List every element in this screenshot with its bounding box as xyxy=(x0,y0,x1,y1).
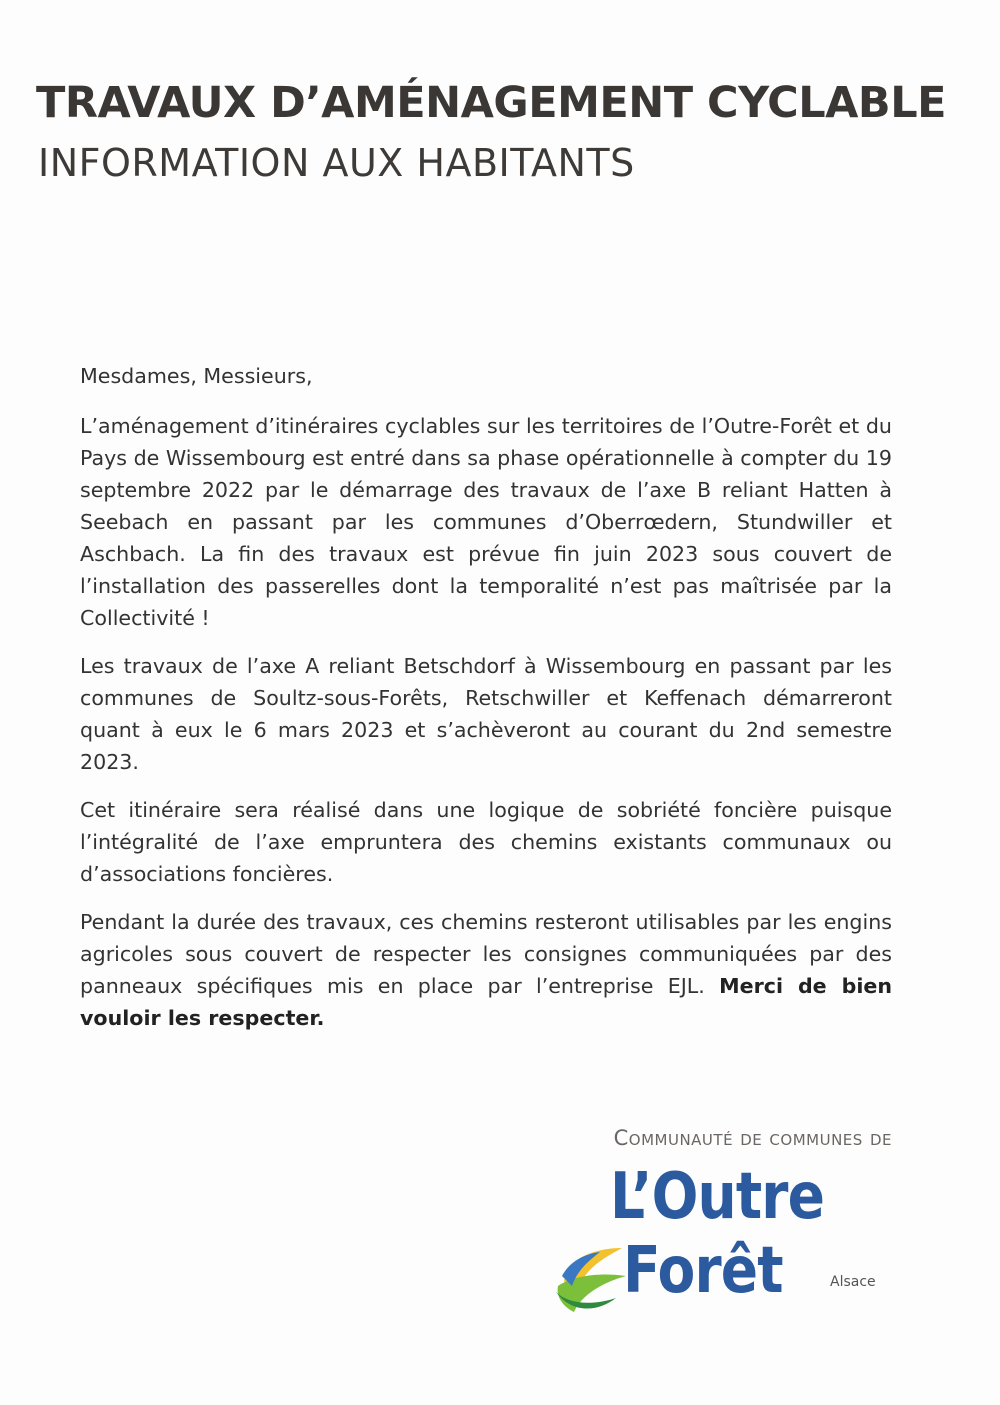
paragraph-axe-a: Les travaux de l’axe A reliant Betschdorf à Wissembourg en passant par les communes de Soultz-sous-Forêts, Retschwiller et Keffenach démarreront quant à eux le 6 mars 2023 et s’achèveront au courant du 2nd semestre 2023. xyxy=(80,654,892,774)
outre-foret-leaf-icon xyxy=(552,1242,632,1314)
brand-line-2: Forêt xyxy=(623,1234,783,1308)
region-label: Alsace xyxy=(830,1274,876,1290)
brand-line-1: L’Outre xyxy=(610,1160,825,1234)
community-label xyxy=(614,1126,892,1150)
paragraph-consignes xyxy=(80,906,892,1034)
letter-body xyxy=(80,360,892,1050)
consignes-text: Pendant la durée des travaux, ces chemins resteront utilisables par les engins agricoles sous couvert de respecter les consignes communiquées par des panneaux spécifiques mis en place par l’entreprise EJL. xyxy=(80,910,892,998)
greeting: Mesdames, Messieurs, xyxy=(80,364,313,388)
paragraph-axe-b: L’aménagement d’itinéraires cyclables sur les territoires de l’Outre-Forêt et du Pays de Wissembourg est entré dans sa phase opérationnelle à compter du 19 septembre 2022 par le démarrage des travaux de l’axe B reliant Hatten à Seebach en passant par les communes d’Oberrœdern, Stundwiller et Aschbach. La fin des travaux est prévue fin juin 2023 sous couvert de l’installation des passerelles dont la temporalité n’est pas maîtrisée par la Collectivité ! xyxy=(80,414,892,630)
consignes-bold: Merci de bien vouloir les respecter. xyxy=(80,974,893,1030)
document-title: TRAVAUX D’AMÉNAGEMENT CYCLABLE xyxy=(36,78,946,128)
document-subtitle: INFORMATION AUX HABITANTS xyxy=(38,141,635,185)
community-label-text: Communauté de communes de xyxy=(613,1126,892,1150)
paragraph-sobriete: Cet itinéraire sera réalisé dans une logique de sobriété foncière puisque l’intégralité de l’axe empruntera des chemins existants communaux ou d’associations foncières. xyxy=(80,798,892,886)
